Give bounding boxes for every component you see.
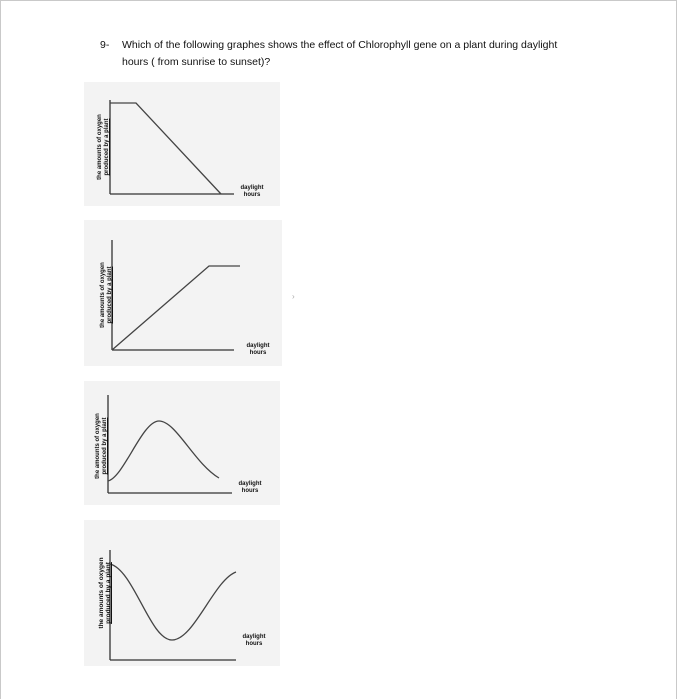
graph-option-4[interactable] <box>84 520 280 666</box>
graph-4-x-label: daylight hours <box>242 634 266 647</box>
graph-1-y-label: the amounts of oxygen produced by a plant <box>97 114 110 180</box>
graph-4-y-label: the amounts of oxygen produced by a plant <box>98 557 112 629</box>
graph-option-3[interactable] <box>84 381 280 505</box>
graph-4-curve <box>110 564 236 640</box>
question-number: 9- <box>100 39 110 51</box>
question-text-line1: Which of the following graphes shows the effect of Chlorophyll gene on a plant during daylight <box>122 39 558 51</box>
graph-option-2[interactable] <box>84 220 282 366</box>
graph-1-x-label: daylight hours <box>240 185 264 198</box>
graph-2-y-label: the amounts of oxygen produced by a plant <box>100 262 113 328</box>
graph-2-x-label: daylight hours <box>246 343 270 356</box>
side-marker: › <box>292 292 295 301</box>
graph-3-y-label: the amounts of oxygen produced by a plant <box>95 413 108 479</box>
question-text-line2: hours ( from sunrise to sunset)? <box>122 56 271 68</box>
graph-3-x-label: daylight hours <box>238 481 262 494</box>
graph-option-1[interactable] <box>84 82 280 206</box>
graph-1-curve <box>110 103 221 194</box>
graph-3-curve <box>108 421 219 481</box>
graph-2-curve <box>112 266 240 350</box>
